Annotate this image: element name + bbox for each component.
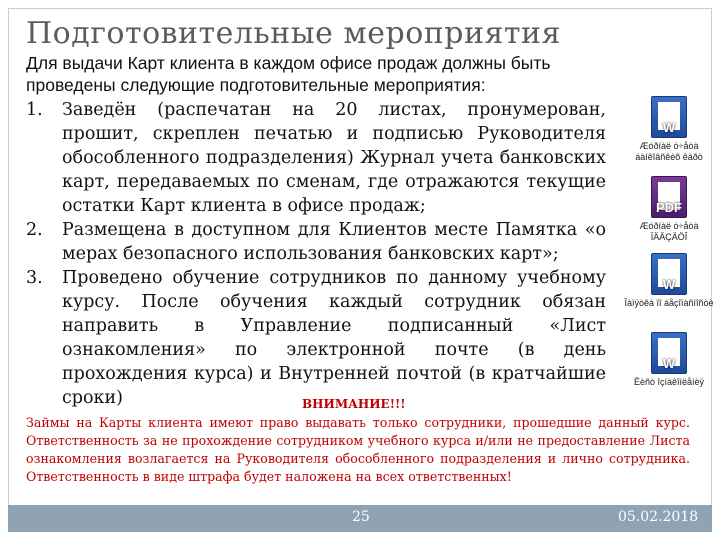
intro-text: Для выдачи Карт клиента в каждом офисе продаж должны быть проведены следующие подготовительные мероприятия: bbox=[26, 53, 551, 95]
slide-title: Подготовительные мероприятия bbox=[26, 16, 561, 51]
list-item bbox=[26, 266, 606, 410]
attachment-label: Ïàìÿòêà ïî áåçîïàñíîñòè bbox=[624, 298, 714, 308]
list-item bbox=[26, 218, 606, 266]
responsibility-note: Займы на Карты клиента имеют право выдавать только сотрудники, прошедшие данный курс. Ответственность за не прохождение сотрудником учебного курса и/или не предоставление Листа ознакомления возлагается на Руководителя обособленного подразделения и лично сотрудника. Ответственность в виде штрафа будет наложена на всех ответственных! bbox=[26, 415, 690, 484]
list-item bbox=[26, 98, 606, 218]
attachment-journal-pdf[interactable] bbox=[624, 176, 714, 243]
page-number: 25 bbox=[352, 509, 370, 525]
slide-date: 05.02.2018 bbox=[618, 509, 699, 525]
warning-label: ВНИМАНИЕ!!! bbox=[302, 397, 406, 411]
word-document-icon: W bbox=[651, 96, 687, 138]
list-item-number: 1. bbox=[26, 100, 43, 120]
list-item-number: 2. bbox=[26, 220, 43, 240]
attachment-label: Ëèñò îçíàêîìëåíèÿ bbox=[633, 377, 705, 387]
list-item-text: Заведён (распечатан на 20 листах, пронумерован, прошит, скреплен печатью и подписью Руководителя обособленного подразделения) Журнал учета банковских карт, передаваемых по сменам, где отражаются текущие остатки Карт клиента в офисе продаж; bbox=[62, 100, 606, 216]
attachment-acknowledgement-word[interactable] bbox=[624, 332, 714, 388]
attachment-label: Æóðíàë ó÷åòà áàíêîâñêèõ êàðò bbox=[635, 141, 703, 162]
attachment-memo-word[interactable] bbox=[624, 253, 714, 309]
list-item-text: Проведено обучение сотрудников по данному учебному курсу. После обучения каждый сотрудник обязан направить в Управление подписанный «Лист ознакомления» по электронной почте (в день прохождения курса) и Внутренней почтой (в кратчайшие сроки) bbox=[62, 268, 606, 408]
attachment-journal-word[interactable] bbox=[624, 96, 714, 163]
preparation-list bbox=[26, 98, 606, 410]
word-document-icon: W bbox=[651, 332, 687, 374]
pdf-document-icon: PDF bbox=[651, 176, 687, 218]
list-item-text: Размещена в доступном для Клиентов месте Памятка «о мерах безопасного использования банковских карт»; bbox=[62, 220, 606, 264]
attachment-label: Æóðíàë ó÷åòà ÏÄÄÇÄÖÎ bbox=[639, 221, 699, 242]
list-item-number: 3. bbox=[26, 268, 43, 288]
word-document-icon: W bbox=[651, 253, 687, 295]
